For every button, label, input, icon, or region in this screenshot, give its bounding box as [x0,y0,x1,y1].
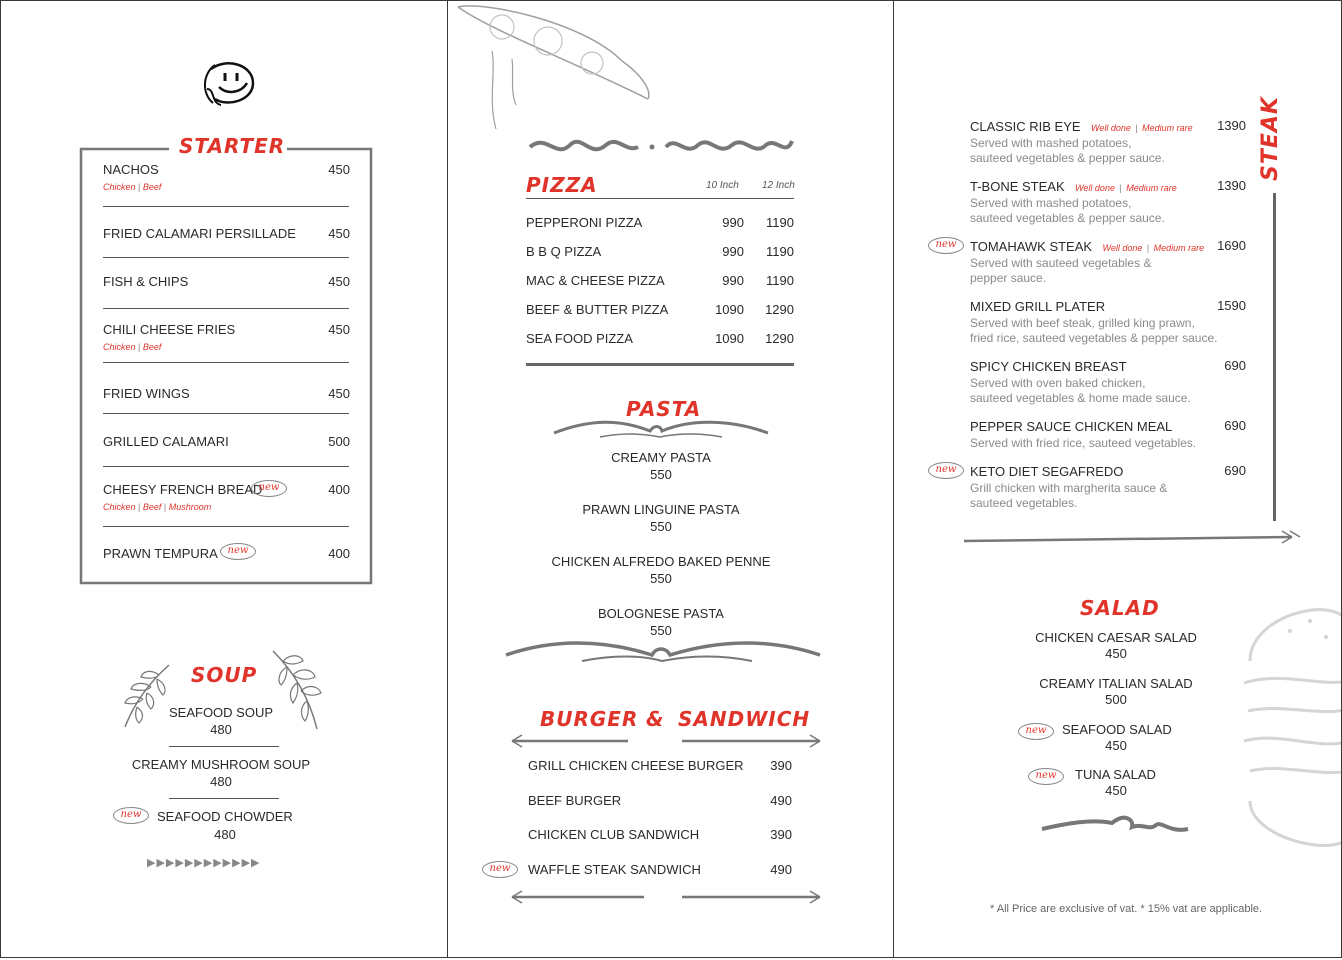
steak-item-name: CLASSIC RIB EYE [970,119,1081,134]
steak-item-desc: Served with sauteed vegetables & [970,256,1152,270]
soup-item-name: SEAFOOD SOUP [168,705,274,720]
steak-item-price: 1590 [1217,298,1246,313]
steak-item-name: SPICY CHICKEN BREAST [970,359,1127,374]
pizza-price-12: 1190 [766,215,794,230]
pasta-item-name: CREAMY PASTA [611,450,711,465]
burger-item-name: BEEF BURGER [528,793,622,808]
new-badge: new [113,807,149,824]
option-label: Beef [142,502,162,512]
pasta-item [511,450,811,482]
new-badge: new [928,462,964,479]
steak-item-desc: fried rice, sauteed vegetables & pepper sauce. [970,331,1218,345]
salad-item [1016,630,1216,661]
pizza-price-12: 1190 [766,244,794,259]
option-label: Medium rare [1153,243,1205,253]
burger-item-price: 390 [770,758,792,773]
steak-item-price: 1690 [1217,238,1246,253]
starter-item-name: PRAWN TEMPURA [103,546,218,561]
pizza-price-10: 990 [722,215,744,230]
divider [103,362,349,363]
pizza-item-name: PEPPERONI PIZZA [526,215,643,230]
steak-item-name: T-BONE STEAK [970,179,1065,194]
option-sep: | [138,182,141,192]
starter-item-name: FRIED CALAMARI PERSILLADE [103,226,296,241]
new-badge: new [1028,768,1064,785]
pizza-item-name: MAC & CHEESE PIZZA [526,273,665,288]
new-badge: new [482,861,518,878]
burger-item-name: CHICKEN CLUB SANDWICH [528,827,700,842]
starter-item-price: 400 [328,482,350,497]
option-sep: | [1146,243,1150,253]
soup-item-name: SEAFOOD CHOWDER [157,809,293,824]
divider [103,257,349,258]
salad-item-price: 450 [1105,738,1127,753]
steak-item-price: 690 [1224,358,1246,373]
right-panel [893,0,1342,958]
pasta-item-price: 550 [650,571,672,586]
new-badge: new [251,480,287,497]
pizza-price-12: 1290 [765,302,794,317]
pasta-item-name: CHICKEN ALFREDO BAKED PENNE [551,554,771,569]
option-sep: | [163,502,167,512]
divider [169,746,279,747]
soup-item-price: 480 [214,827,236,842]
steak-item-desc: pepper sauce. [970,271,1047,285]
salad-item-name: TUNA SALAD [1075,767,1156,782]
steak-item-desc: sauteed vegetables. [970,496,1078,510]
starter-frame [77,145,377,587]
soup-item [101,757,341,789]
option-sep: | [1135,123,1138,133]
smiley-logo-icon [197,59,259,111]
steak-item-desc: Served with beef steak, grilled king prawn, [970,316,1195,330]
divider [526,198,794,199]
steak-item-desc: Served with mashed potatoes, [970,136,1132,150]
steak-item-price: 1390 [1217,178,1246,193]
divider [103,413,349,414]
burger-item-price: 390 [770,827,792,842]
steak-item-desc: Served with oven baked chicken, [970,376,1146,390]
soup-item-price: 480 [210,722,232,737]
pasta-item [511,554,811,586]
starter-item-name: CHEESY FRENCH BREAD [103,482,263,497]
pizza-item-name: SEA FOOD PIZZA [526,331,633,346]
salad-item-price: 500 [1105,692,1127,707]
flourish-divider-icon [550,413,772,441]
pizza-price-10: 1090 [715,331,744,346]
divider [103,206,349,207]
pasta-title: PASTA [626,397,702,421]
soup-item-name: CREAMY MUSHROOM SOUP [131,757,311,772]
burger-item-price: 490 [770,862,792,877]
salad-title: SALAD [1080,596,1160,620]
steak-item-name: MIXED GRILL PLATER [970,299,1106,314]
starter-item-options [103,182,161,192]
pizza-price-10: 990 [722,273,744,288]
new-badge: new [1018,723,1054,740]
steak-item-price: 690 [1224,463,1246,478]
pasta-item [511,502,811,534]
burger-title: BURGER [540,707,639,731]
burger-title-amp: & [646,707,665,731]
flourish-divider-icon [502,633,824,667]
arrow-divider-icon [960,529,1306,549]
pizza-slice-sketch-icon [452,1,652,135]
new-badge: new [220,543,256,560]
option-label: Chicken [103,342,136,352]
divider [103,526,349,527]
soup-title: SOUP [191,663,258,687]
divider [526,363,794,366]
starter-title: STARTER [179,134,286,158]
starter-item-name: GRILLED CALAMARI [103,434,229,449]
starter-item-price: 450 [328,274,350,289]
pasta-item-name: BOLOGNESE PASTA [598,606,724,621]
footer-note: * All Price are exclusive of vat. * 15% vat are applicable. [990,903,1263,915]
steak-item-desc: sauteed vegetables & home made sauce. [970,391,1191,405]
starter-item-price: 400 [328,546,350,561]
salad-item-name: CREAMY ITALIAN SALAD [1039,676,1193,691]
salad-item-name: CHICKEN CAESAR SALAD [1035,630,1197,645]
pizza-price-10: 1090 [715,302,744,317]
option-label: Medium rare [1142,123,1193,133]
starter-item-price: 450 [328,226,350,241]
starter-item-options [103,342,161,352]
steak-item-desc: sauteed vegetables & pepper sauce. [970,211,1165,225]
steak-item-desc: Served with fried rice, sauteed vegetables. [970,436,1197,450]
left-panel [0,0,448,958]
arrow-row-decoration: ▶▶▶▶▶▶▶▶▶▶▶▶ [147,857,261,869]
new-badge: new [928,237,964,254]
pizza-price-10: 990 [722,244,744,259]
steak-item-price: 690 [1224,418,1246,433]
burger-item-price: 490 [770,793,792,808]
steak-item-desc: Served with mashed potatoes, [970,196,1132,210]
sandwich-title: SANDWICH [678,707,811,731]
option-label: Well done [1091,123,1131,133]
starter-item-name: FRIED WINGS [103,386,190,401]
steak-item-name: PEPPER SAUCE CHICKEN MEAL [970,419,1173,434]
option-label: Well done [1075,183,1115,193]
divider [169,798,279,799]
starter-item-price: 450 [328,322,350,337]
arrow-divider-icon [506,887,826,909]
steak-item-desc: sauteed vegetables & pepper sauce. [970,151,1165,165]
option-sep: | [138,502,141,512]
option-sep: | [1119,183,1122,193]
steak-title: STEAK [1258,96,1283,181]
squiggle-divider-icon [526,131,798,161]
starter-item-name: CHILI CHEESE FRIES [103,322,236,337]
starter-item-name: NACHOS [103,162,159,177]
option-label: Beef [142,342,162,352]
soup-item-price: 480 [210,774,232,789]
steak-item-name: TOMAHAWK STEAK [970,239,1093,254]
steak-item-desc: Grill chicken with margherita sauce & [970,481,1168,495]
steak-item-name: KETO DIET SEGAFREDO [970,464,1124,479]
pizza-price-12: 1290 [765,331,794,346]
steak-item-price: 1390 [1217,118,1246,133]
pasta-item-name: PRAWN LINGUINE PASTA [582,502,740,517]
starter-item-options [103,502,211,512]
salad-item [1016,676,1216,707]
burger-item-name: WAFFLE STEAK SANDWICH [528,862,701,877]
burger-item-name: GRILL CHICKEN CHEESE BURGER [528,758,744,773]
starter-item-name: FISH & CHIPS [103,274,189,289]
option-label: Chicken [103,182,136,192]
pizza-size-12: 12 Inch [762,180,795,191]
arrow-divider-icon [506,731,826,753]
pasta-item-price: 550 [650,519,672,534]
option-label: Well done [1102,243,1143,253]
pasta-item-price: 550 [650,623,672,638]
starter-item-price: 450 [328,386,350,401]
starter-item-price: 500 [328,434,350,449]
pizza-size-10: 10 Inch [706,180,739,191]
option-sep: | [138,342,141,352]
pizza-item-name: B B Q PIZZA [526,244,602,259]
salad-item-price: 450 [1105,646,1127,661]
starter-item-price: 450 [328,162,350,177]
option-label: Beef [142,182,162,192]
salad-item-price: 450 [1105,783,1127,798]
soup-item [121,705,321,737]
divider [103,466,349,467]
option-label: Medium rare [1126,183,1177,193]
salad-item-name: SEAFOOD SALAD [1062,722,1172,737]
divider [103,308,349,309]
steak-vertical-rule [1273,193,1276,521]
pizza-price-12: 1190 [766,273,794,288]
option-label: Chicken [103,502,136,512]
middle-panel [447,0,894,958]
wave-divider-icon [1038,809,1194,839]
burger-sketch-icon [1240,591,1342,891]
option-label: Mushroom [168,502,212,512]
pasta-item-price: 550 [650,467,672,482]
pizza-title: PIZZA [526,173,598,197]
pizza-item-name: BEEF & BUTTER PIZZA [526,302,669,317]
